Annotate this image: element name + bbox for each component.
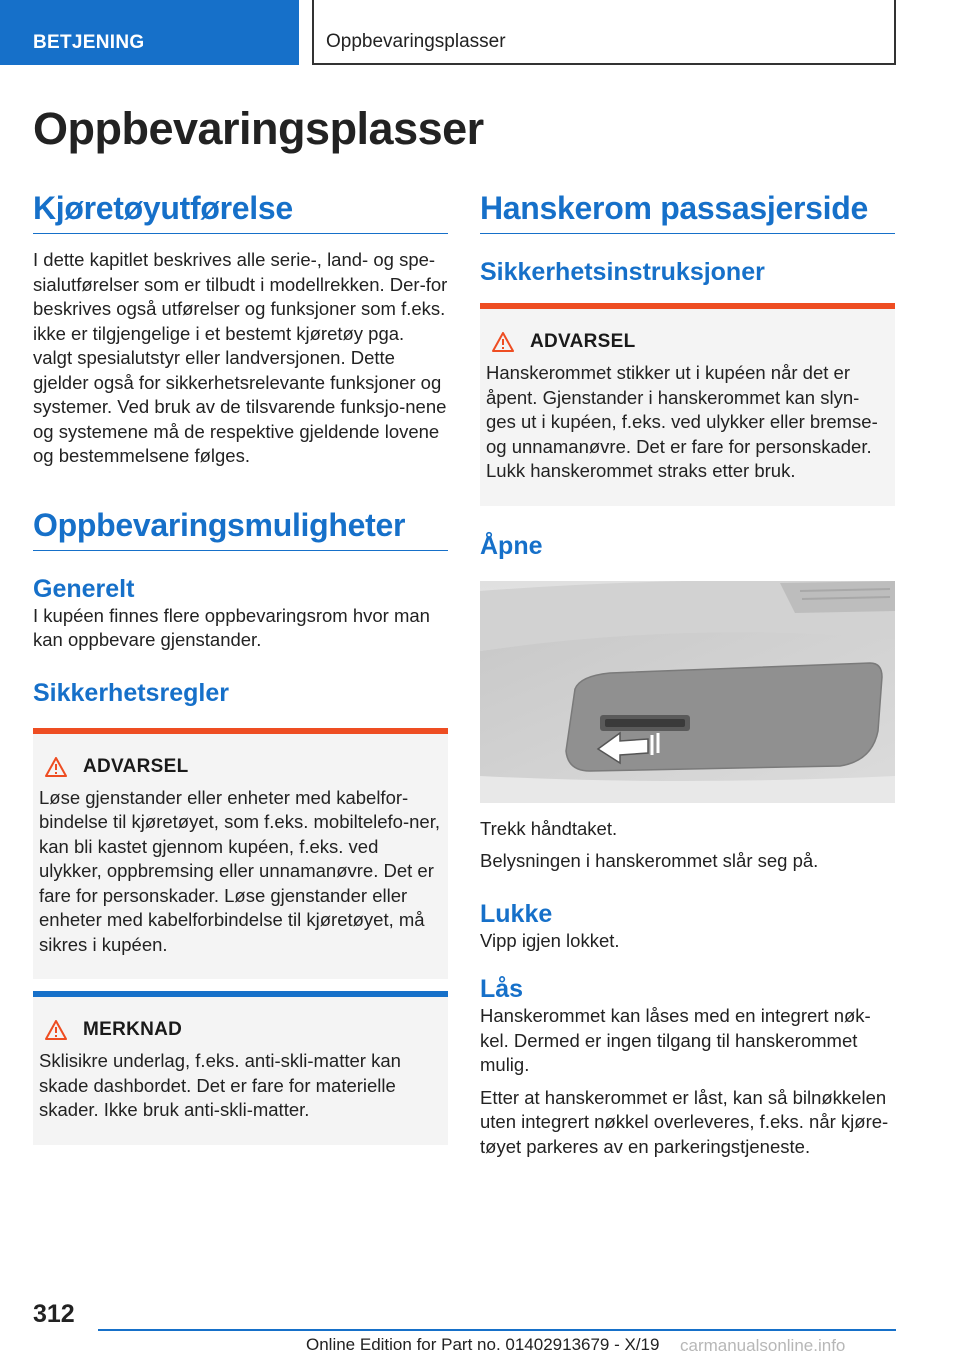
warning-triangle-icon — [45, 757, 67, 777]
warning-text: Hanskerommet stikker ut i kupéen når det er åpent. Gjenstander i hanskerommet kan slyn-ges ut i kupéen, f.eks. ved ulykker eller bremse- og unnamanøvre. Det er fare for personskader. Lukk hanskerommet straks etter bruk. — [486, 362, 878, 481]
watermark: carmanualsonline.info — [680, 1336, 846, 1355]
las-text-1: Hanskerommet kan låses med en integrert nøk-kel. Dermed er ingen tilgang til hanskerommet mulig. — [480, 1005, 871, 1075]
warning-box — [33, 728, 448, 980]
page-number: 312 — [33, 1300, 75, 1328]
las-text-2: Etter at hanskerommet er låst, kan så bilnøkkelen uten integrert nøkkel overleveres, f.eks. når kjøre-tøyet parkeres av en parkeringstjeneste. — [480, 1086, 889, 1157]
left-column — [33, 190, 448, 1145]
heading-las: Lås — [480, 975, 524, 1003]
warning-triangle-icon — [45, 1020, 67, 1040]
kjoretoy-text: I dette kapitlet beskrives alle serie-, land- og spe-sialutførelser som er tilbudt i modellrekken. Der-for beskrives også utførelser og funksjoner som f.eks. ikke er tilgjengelige i et bestemt kjøretøy pga. valgt spesialutstyr eller landversjonen. Dette gjelder også for sikkerhetsrelevante funksjoner og systemer. Ved bruk av de tilsvarende funksjo-nene og systemene må de respektive gjeldende lovene og bestemmelsene følges. — [33, 249, 448, 466]
lukke-text: Vipp igjen lokket. — [480, 929, 620, 951]
heading-lukke: Lukke — [480, 899, 553, 928]
glovebox-photo — [480, 581, 895, 803]
heading-sikkerhetsregler: Sikkerhetsregler — [33, 678, 229, 707]
heading-generelt: Generelt — [33, 574, 135, 603]
generelt-text: I kupéen finnes flere oppbevaringsrom hvor man kan oppbevare gjenstander. — [33, 604, 430, 650]
warning-title: ADVARSEL — [530, 331, 636, 352]
note-title: MERKNAD — [83, 1019, 183, 1040]
warning-triangle-icon — [492, 332, 514, 352]
page-title: Oppbevaringsplasser — [33, 103, 484, 154]
heading-kjoretoyutforelse: Kjøretøyutførelse — [33, 190, 448, 234]
heading-oppbevaringsmuligheter: Oppbevaringsmuligheter — [33, 507, 448, 551]
heading-apne: Åpne — [480, 531, 543, 560]
right-column — [480, 190, 895, 1159]
footer-divider — [98, 1329, 896, 1331]
note-box — [33, 991, 448, 1145]
edition-text: Online Edition for Part no. 01402913679 - X/19 — [306, 1335, 660, 1354]
breadcrumb: Oppbevaringsplasser — [312, 0, 896, 65]
warning-box — [480, 303, 895, 506]
heading-sikkerhetsinstruksjoner: Sikkerhetsinstruksjoner — [480, 258, 765, 286]
warning-text: Løse gjenstander eller enheter med kabelfor-bindelse til kjøretøyet, som f.eks. mobiltelefo-ner, kan bli kastet gjennom kupéen, f.eks. ved ulykker, oppbremsing eller unnamanøvre. Det er fare for personskader. Løse gjenstander eller enheter med kabelforbindelse til kjøretøyet, må sikres i kupéen. — [39, 786, 440, 955]
warning-title: ADVARSEL — [83, 755, 189, 777]
apne-step-2: Belysningen i hanskerommet slår seg på. — [480, 850, 819, 871]
apne-step-1: Trekk håndtaket. — [480, 817, 618, 839]
note-text: Sklisikre underlag, f.eks. anti-skli-matter kan skade dashbordet. Det er fare for materielle skader. Ikke bruk anti-skli-matter. — [39, 1050, 401, 1120]
heading-hanskerom: Hanskerom passasjerside — [480, 190, 895, 234]
section-tab: BETJENING — [0, 0, 299, 65]
